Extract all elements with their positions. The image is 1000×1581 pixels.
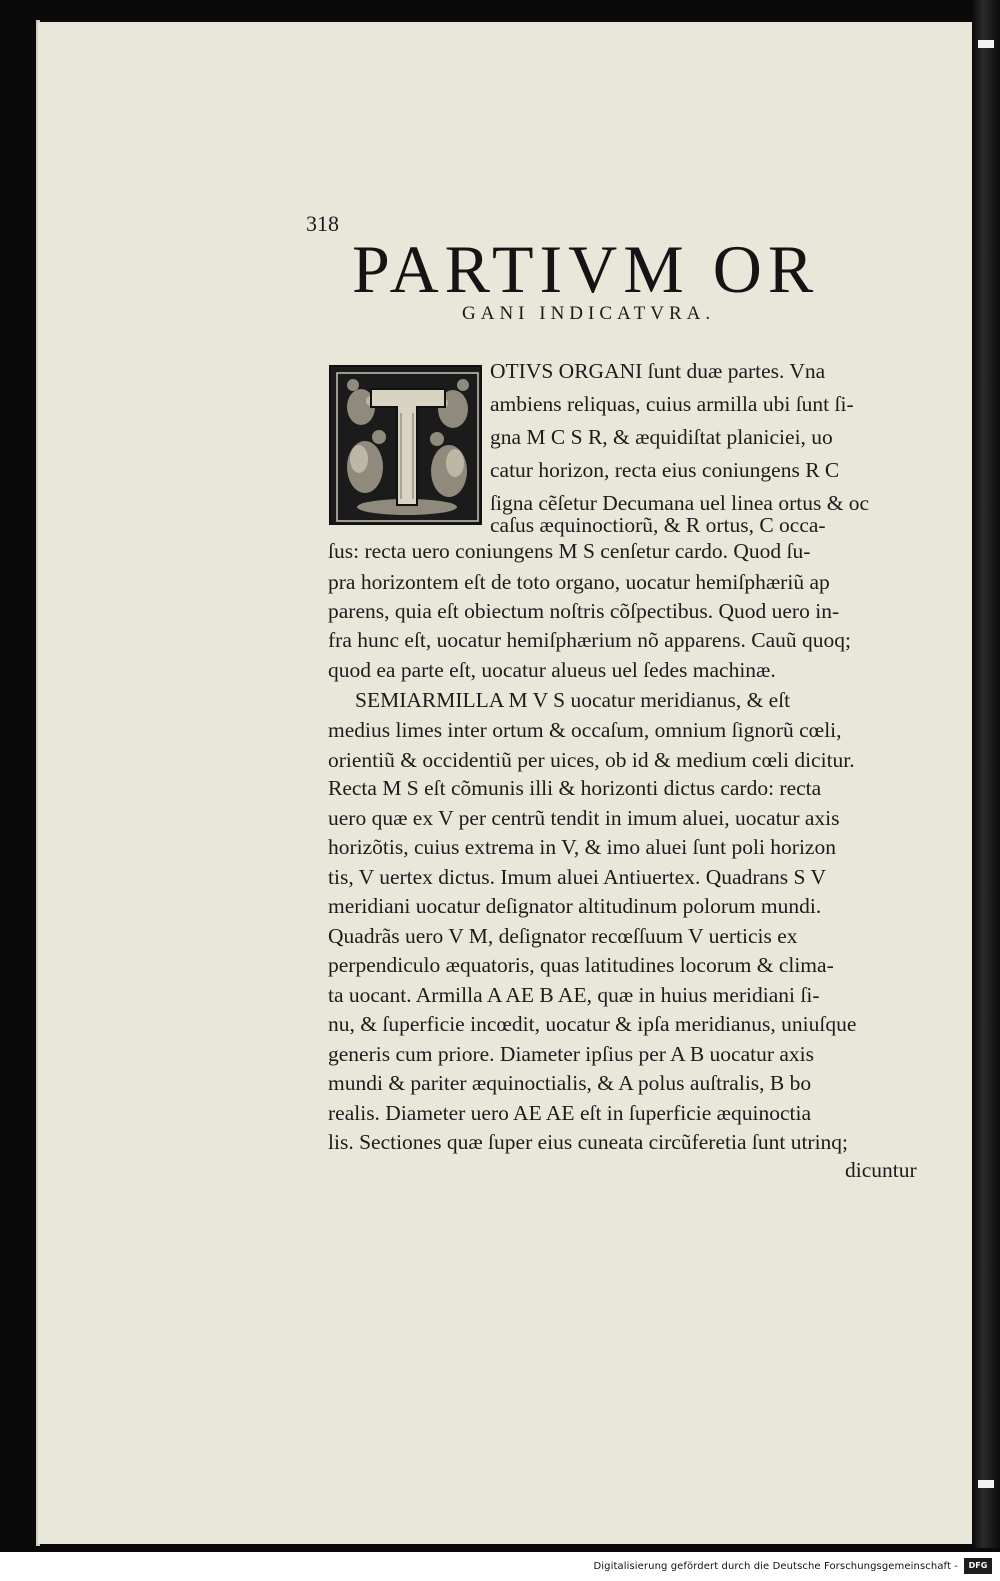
text-line: OTIVS ORGANI ſunt duæ partes. Vna [490, 359, 826, 383]
text-line: SEMIARMILLA M V S uocatur meridianus, & eſt [355, 688, 791, 712]
text-line: dicuntur [845, 1158, 917, 1182]
decorated-initial-letter [329, 365, 482, 525]
ornament-woodcut-icon [331, 367, 482, 525]
text-line: meridiani uocatur deſignator altitudinum polorum mundi. [328, 894, 822, 918]
book-spine [972, 0, 1000, 1548]
text-line: gna M C S R, & æquidiſtat planiciei, uo [490, 425, 833, 449]
text-line: medius limes inter ortum & occaſum, omnium ſignorũ cœli, [328, 718, 842, 742]
text-line: parens, quia eſt obiectum noſtris cõſpectibus. Quod uero in- [328, 599, 840, 623]
text-line: horizõtis, cuius extrema in V, & imo aluei ſunt poli horizon [328, 835, 836, 859]
text-line: realis. Diameter uero AE AE eſt in ſuperficie æquinoctia [328, 1101, 811, 1125]
text-line: uero quæ ex V per centrũ tendit in imum aluei, uocatur axis [328, 806, 840, 830]
text-line: ambiens reliquas, cuius armilla ubi ſunt ſi- [490, 392, 854, 416]
footer-credit: Digitalisierung gefördert durch die Deutsche Forschungsgemeinschaft - [593, 1561, 958, 1572]
text-line: perpendiculo æquatoris, quas latitudines locorum & clima- [328, 953, 834, 977]
title-line-1: PARTIVM OR [352, 231, 820, 307]
text-line: ſus: recta uero coniungens M S cenſetur cardo. Quod ſu- [328, 539, 811, 563]
text-line: caſus æquinoctiorũ, & R ortus, C occa- [490, 513, 826, 537]
text-line: ta uocant. Armilla A AE B AE, quæ in huius meridiani ſi- [328, 983, 820, 1007]
text-line: mundi & pariter æquinoctialis, & A polus auſtralis, B bo [328, 1071, 812, 1095]
text-line: orientiũ & occidentiũ per uices, ob id & medium cœli dicitur. [328, 748, 855, 772]
text-line: pra horizontem eſt de toto organo, uocatur hemiſphæriũ ap [328, 570, 830, 594]
text-line: lis. Sectiones quæ ſuper eius cuneata circũferetia ſunt utrinq; [328, 1130, 849, 1154]
dfg-logo: DFG [964, 1558, 992, 1574]
text-line: nu, & ſuperficie incœdit, uocatur & ipſa meridianus, uniuſque [328, 1012, 857, 1036]
footer-bar [0, 1552, 1000, 1581]
text-line: fra hunc eſt, uocatur hemiſphærium nõ apparens. Cauũ quoq; [328, 628, 852, 652]
text-line: Recta M S eſt cõmunis illi & horizonti dictus cardo: recta [328, 776, 822, 800]
text-line: quod ea parte eſt, uocatur alueus uel ſedes machinæ. [328, 658, 776, 682]
text-line: catur horizon, recta eius coniungens R C [490, 458, 840, 482]
text-line: Quadrãs uero V M, deſignator recœſſuum V uerticis ex [328, 924, 798, 948]
text-line: tis, V uertex dictus. Imum aluei Antiuertex. Quadrans S V [328, 865, 827, 889]
title-line-2: GANI INDICATVRA. [462, 303, 716, 324]
page-number: 318 [306, 211, 339, 236]
text-line: generis cum priore. Diameter ipſius per A B uocatur axis [328, 1042, 815, 1066]
text-line: ſigna cẽſetur Decumana uel linea ortus & oc [490, 491, 870, 515]
